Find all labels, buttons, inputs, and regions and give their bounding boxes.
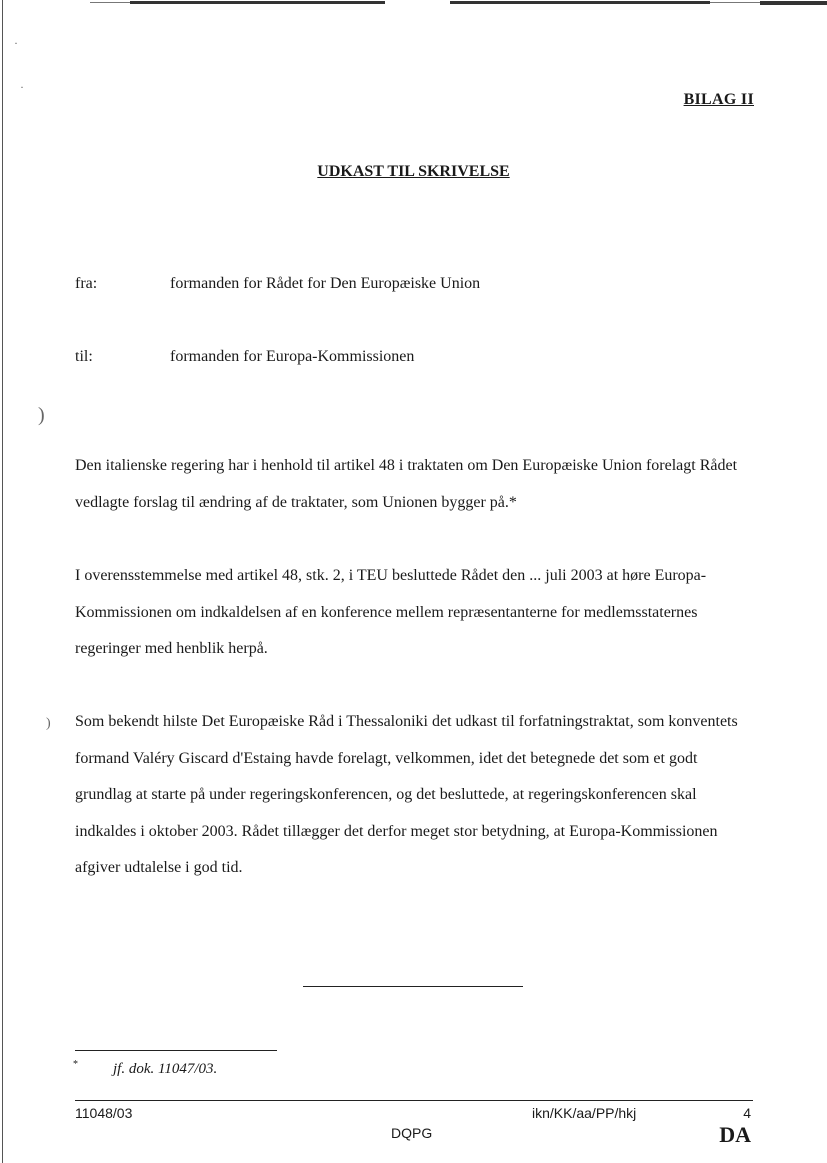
- from-label: fra:: [75, 275, 98, 292]
- scan-artifact-top: [0, 0, 827, 8]
- body-paragraph-2: I overensstemmelse med artikel 48, stk. 2, i TEU besluttede Rådet den ... juli 2003 at høre Europa-Kommissionen om indkaldelsen af en konference mellem repræsentanterne for medlemsstaternes regeringer med henblik herpå.: [75, 567, 707, 657]
- punch-hole-mark: ): [46, 716, 51, 731]
- document-title: UDKAST TIL SKRIVELSE: [317, 163, 510, 180]
- body-paragraph-3: Som bekendt hilste Det Europæiske Råd i Thessaloniki det udkast til forfatningstraktat, som konventets formand Valéry Giscard d'Estaing havde forelagt, velkommen, idet det betegnede det som et godt grundlag at starte på under regeringskonferencen, og det besluttede, at regeringskonferencen skal indkaldes i oktober 2003. Rådet tillægger det derfor meget stor betydning, at Europa-Kommissionen afgiver udtalelse i god tid.: [75, 713, 738, 876]
- footer-language: DA: [719, 1122, 751, 1147]
- footer-department: DQPG: [391, 1125, 433, 1141]
- footer-reference: ikn/KK/aa/PP/hkj: [532, 1105, 637, 1121]
- footnote-text: jf. dok. 11047/03.: [113, 1061, 218, 1077]
- annex-label: BILAG II: [683, 91, 754, 108]
- scan-speck: ·: [14, 36, 18, 50]
- footer-rule: [75, 1100, 753, 1101]
- from-value: formanden for Rådet for Den Europæiske Union: [170, 275, 481, 292]
- punch-hole-mark: ): [38, 404, 45, 426]
- scan-speck: ·: [20, 80, 24, 94]
- to-value: formanden for Europa-Kommissionen: [170, 348, 415, 365]
- footnote-marker: *: [73, 1059, 78, 1070]
- body-paragraph-1: Den italienske regering har i henhold til artikel 48 i traktaten om Den Europæiske Union forelagt Rådet vedlagte forslag til ændring af de traktater, som Unionen bygger på.*: [75, 457, 738, 511]
- footer-doc-number: 11048/03: [75, 1105, 133, 1121]
- to-label: til:: [75, 348, 93, 365]
- closing-separator: [303, 986, 523, 987]
- footnote-rule: [75, 1050, 277, 1051]
- footer-page-number: 4: [743, 1105, 751, 1121]
